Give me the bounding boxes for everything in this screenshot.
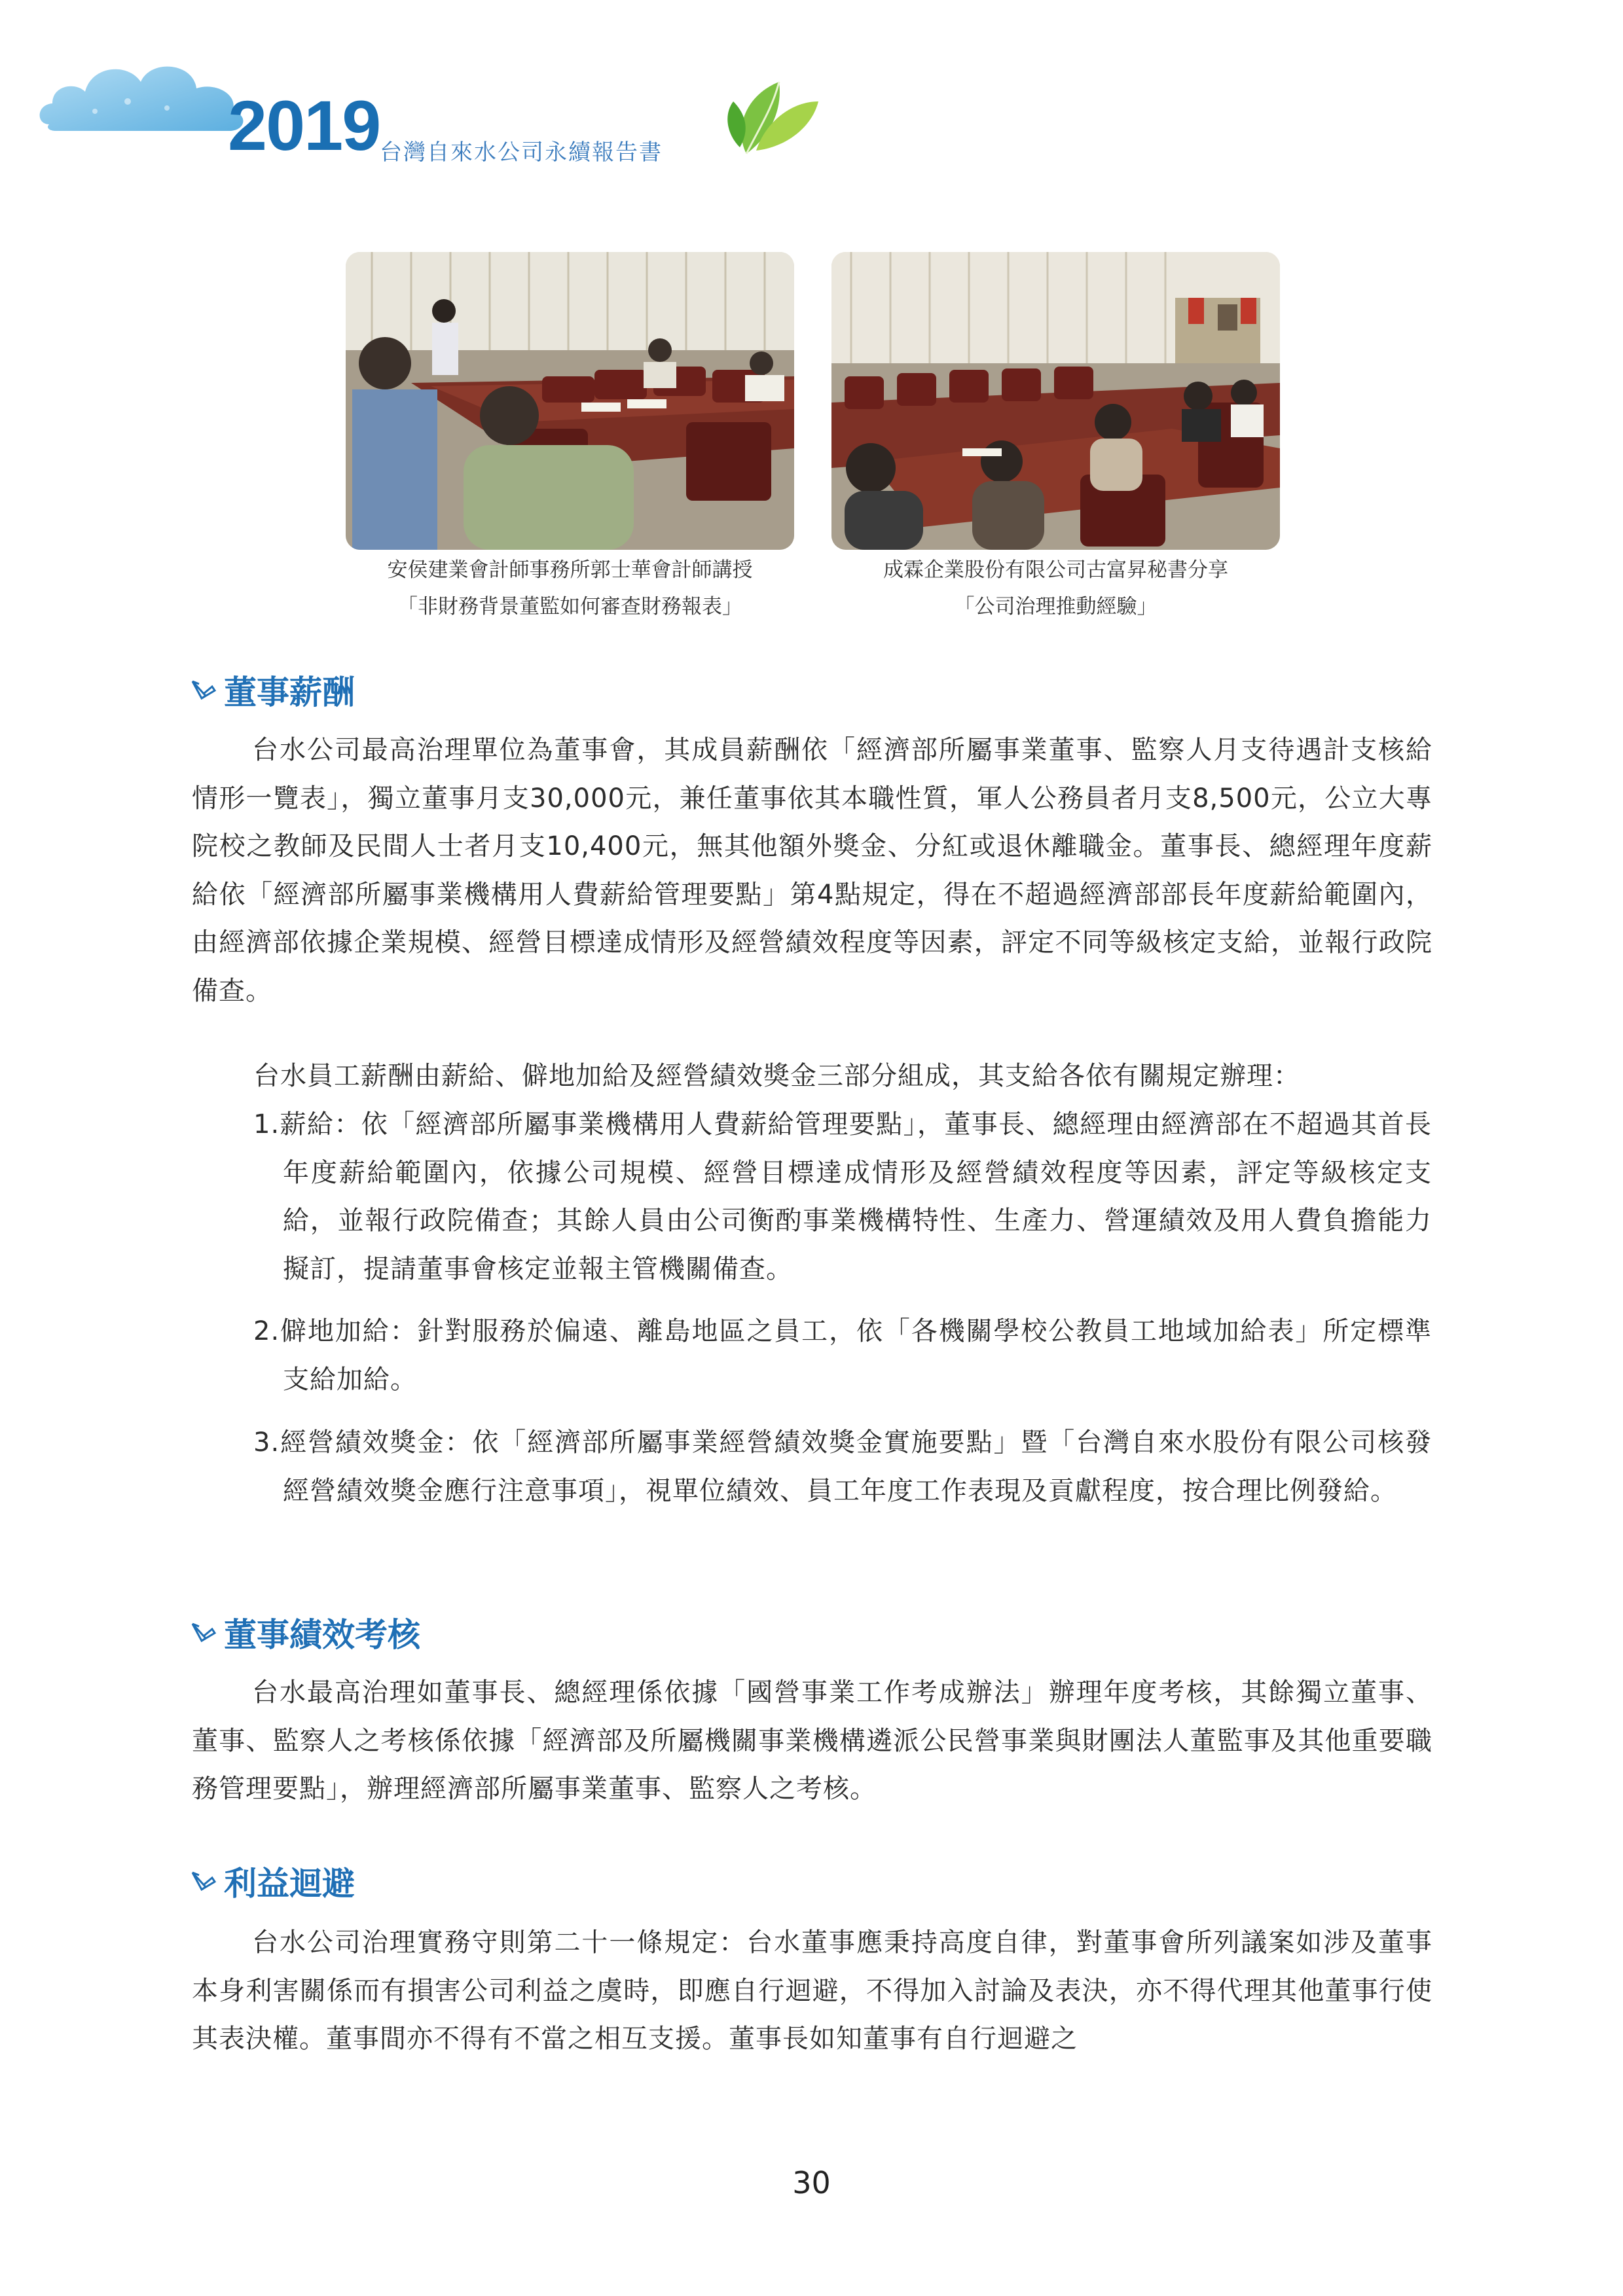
section-heading-text: 董事績效考核 bbox=[224, 1616, 420, 1654]
meeting-room-image bbox=[346, 252, 794, 550]
list-item: 2.僻地加給：針對服務於偏遠、離島地區之員工，依「各機關學校公教員工地域加給表」所定標準支給加給。 bbox=[253, 1316, 1432, 1395]
caption-line: 「非財務背景董監如何審查財務報表」 bbox=[397, 595, 742, 619]
pen-icon bbox=[190, 1619, 217, 1646]
cloud-logo-icon bbox=[36, 46, 252, 144]
meeting-photo-2 bbox=[831, 252, 1280, 550]
photo-caption-2 bbox=[831, 552, 1280, 625]
compensation-paragraph: 台水公司最高治理單位為董事會，其成員薪酬依「經濟部所屬事業董事、監察人月支待遇計支核給情形一覽表」，獨立董事月支30,000元，兼任董事依其本職性質，軍人公務員者月支8,500元，公立大專院校之教師及民間人士者月支10,400元，無其他額外獎金、分紅或退休離職金。董事長、總經理年度薪給依「經濟部所屬事業機構用人費薪給管理要點」第4點規定，得在不超過經濟部部長年度薪給範圍內，由經濟部依據企業規模、經營目標達成情形及經營績效程度等因素，評定不同等級核定支給，並報行政院備查。 bbox=[192, 735, 1432, 1006]
section-heading-compensation bbox=[190, 666, 355, 713]
meeting-room-image bbox=[831, 252, 1280, 550]
page-number: 30 bbox=[792, 2165, 831, 2200]
pen-icon bbox=[190, 676, 217, 704]
report-title: 台灣自來水公司永續報告書 bbox=[380, 139, 663, 166]
pen-icon bbox=[190, 1867, 217, 1895]
list-item: 1.薪給：依「經濟部所屬事業機構用人費薪給管理要點」，董事長、總經理由經濟部在不超過其首長年度薪給範圍內，依據公司規模、經營目標達成情形及經營績效程度等因素，評定等級核定支給，並報行政院備查；其餘人員由公司衡酌事業機構特性、生產力、營運績效及用人費負擔能力擬訂，提請董事會核定並報主管機關備查。 bbox=[253, 1109, 1432, 1284]
conflict-paragraph: 台水公司治理實務守則第二十一條規定：台水董事應秉持高度自律，對董事會所列議案如涉及董事本身利害關係而有損害公司利益之虞時，即應自行迴避，不得加入討論及表決，亦不得代理其他董事行使其表決權。董事間亦不得有不當之相互支援。董事長如知董事有自行迴避之 bbox=[192, 1928, 1432, 2054]
section-heading-conflict bbox=[190, 1857, 355, 1905]
report-year: 2019 bbox=[228, 86, 380, 165]
page-header bbox=[0, 0, 1623, 183]
section-heading-text: 利益迴避 bbox=[224, 1865, 355, 1903]
employee-compensation-intro: 台水員工薪酬由薪給、僻地加給及經營績效獎金三部分組成，其支給各依有關規定辦理： bbox=[253, 1061, 1300, 1091]
caption-line: 成霖企業股份有限公司古富昇秘書分享 bbox=[883, 558, 1228, 582]
caption-line: 「公司治理推動經驗」 bbox=[954, 595, 1158, 619]
leaves-logo-icon bbox=[720, 62, 825, 160]
section-heading-text: 董事薪酬 bbox=[224, 673, 355, 711]
list-item: 3.經營績效獎金：依「經濟部所屬事業經營績效獎金實施要點」暨「台灣自來水股份有限公司核發經營績效獎金應行注意事項」，視單位績效、員工年度工作表現及貢獻程度，按合理比例發給。 bbox=[253, 1427, 1432, 1506]
section-heading-performance bbox=[190, 1609, 420, 1656]
photo-caption-1 bbox=[346, 552, 794, 625]
caption-line: 安侯建業會計師事務所郭士華會計師講授 bbox=[387, 558, 753, 582]
performance-paragraph: 台水最高治理如董事長、總經理係依據「國營事業工作考成辦法」辦理年度考核，其餘獨立董事、董事、監察人之考核係依據「經濟部及所屬機關事業機構遴派公民營事業與財團法人董監事及其他重要職務管理要點」，辦理經濟部所屬事業董事、監察人之考核。 bbox=[192, 1677, 1432, 1804]
meeting-photo-1 bbox=[346, 252, 794, 550]
